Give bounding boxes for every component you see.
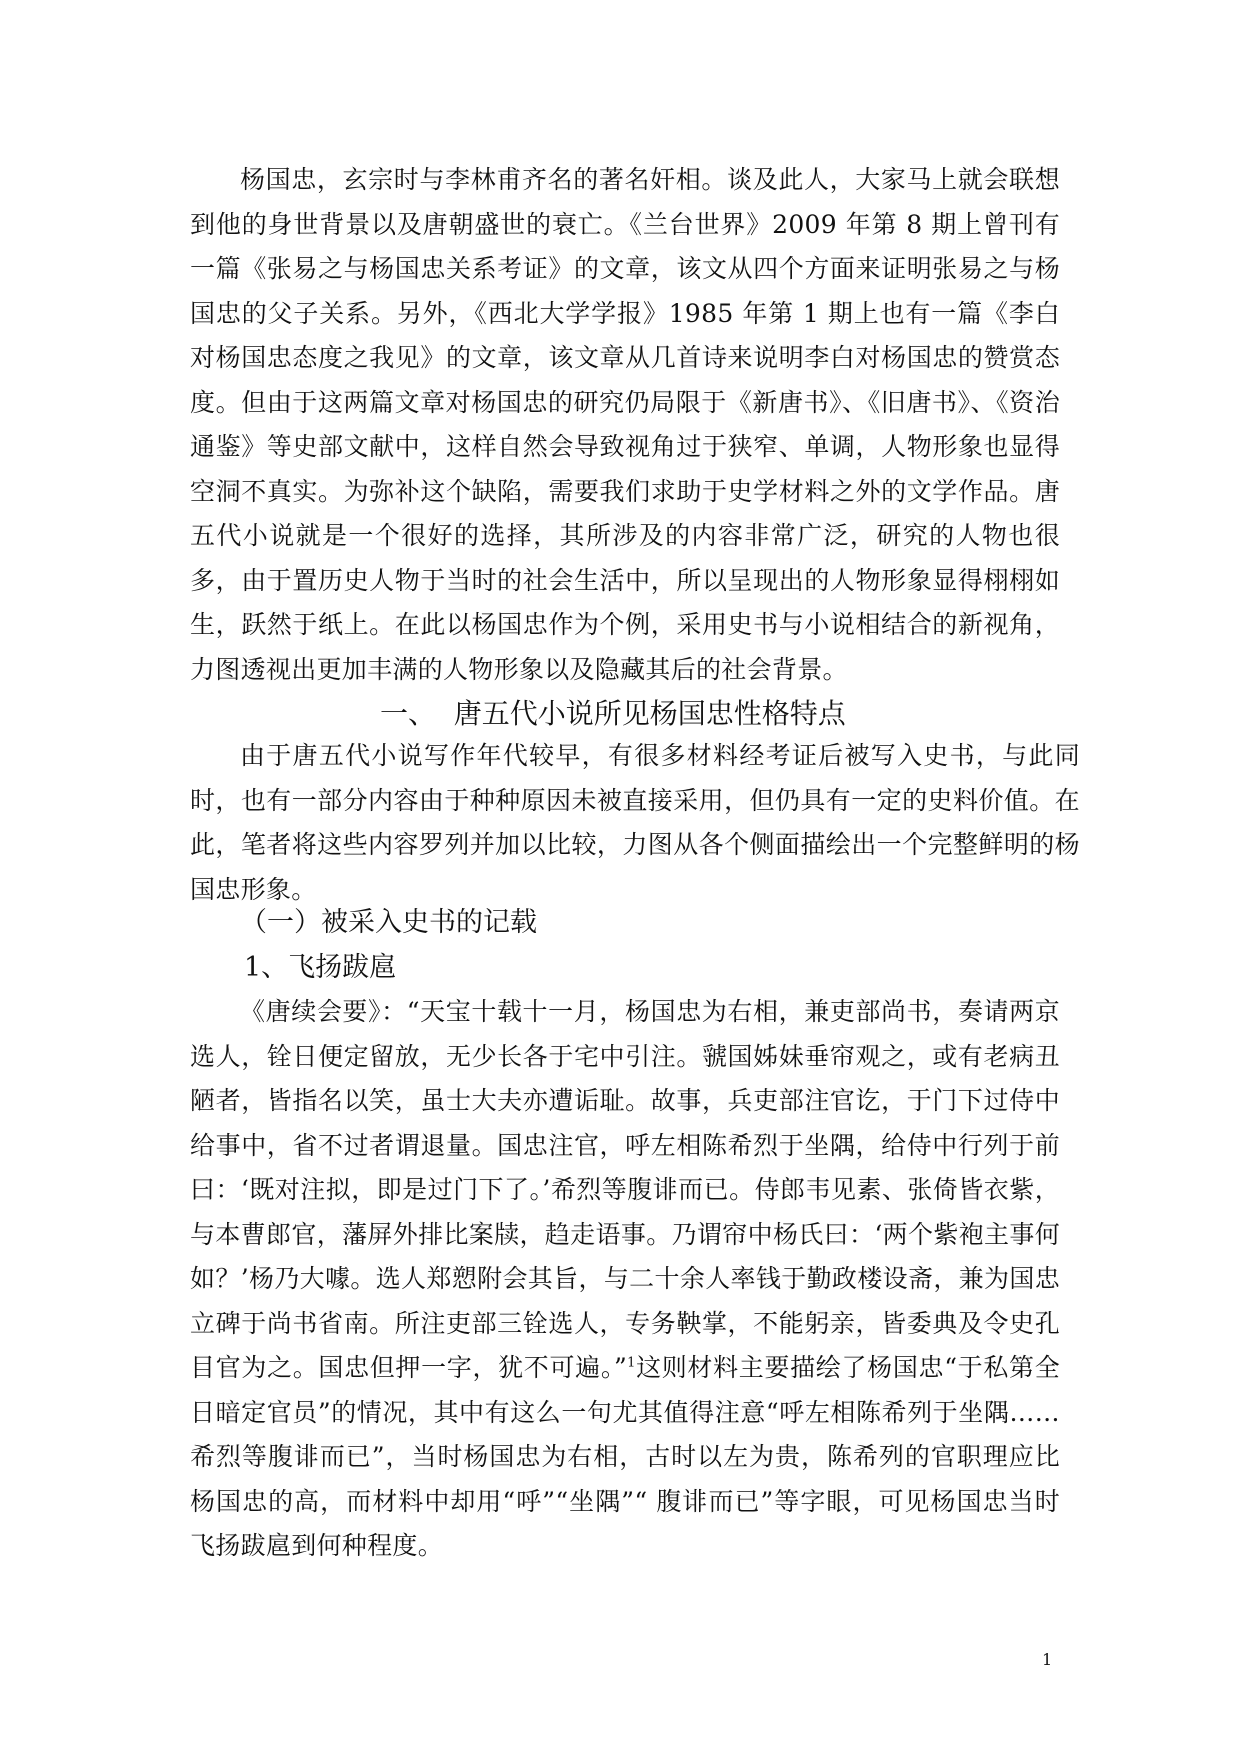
commentary-text: 这则材料主要描绘了杨国忠“于私第全日暗定官员”的情况，其中有这么一句尤其值得注意“呼左相陈希列于坐隅…… 希烈等腹诽而已”，当时杨国忠为右相，古时以左为贵，陈希列的官职理应比杨国忠的高，而材料中却用“呼”“坐隅”“ 腹诽而已”等字眼，可见杨国忠当时飞扬跋扈到何种程度。 [190, 1353, 1060, 1560]
page-number: 1 [1042, 1650, 1053, 1669]
subsubsection-heading: 1、飞扬跋扈 [244, 952, 397, 983]
footnote-reference[interactable]: 1 [627, 1355, 636, 1371]
section-intro-paragraph: 由于唐五代小说写作年代较早，有很多材料经考证后被写入史书，与此同时，也有一部分内容由于种种原因未被直接采用，但仍具有一定的史料价值。在此，笔者将这些内容罗列并加以比较，力图从各个侧面描绘出一个完整鲜明的杨国忠形象。 [190, 741, 1080, 904]
subsection-heading: （一）被采入史书的记载 [240, 907, 537, 938]
intro-paragraph: 杨国忠，玄宗时与李林甫齐名的著名奸相。谈及此人，大家马上就会联想到他的身世背景以及唐朝盛世的衰亡。《兰台世界》2009 年第 8 期上曾刊有一篇《张易之与杨国忠关系考证》的文章，该文从四个方面来证明张易之与杨国忠的父子关系。另外，《西北大学学报》1985 年第 1 期上也有一篇《李白对杨国忠态度之我见》的文章，该文章从几首诗来说明李白对杨国忠的赞赏态度。但由于这两篇文章对杨国忠的研究仍局限于《新唐书》、《旧唐书》、《资治通鉴》等史部文献中，这样自然会导致视角过于狭窄、单调，人物形象也显得空洞不真实。为弥补这个缺陷，需要我们求助于史学材料之外的文学作品。唐五代小说就是一个很好的选择，其所涉及的内容非常广泛，研究的人物也很多，由于置历史人物于当时的社会生活中，所以呈现出的人物形象显得栩栩如生，跃然于纸上。在此以杨国忠作为个例，采用史书与小说相结合的新视角，力图透视出更加丰满的人物形象以及隐藏其后的社会背景。 [190, 165, 1060, 684]
section-heading: 一、 唐五代小说所见杨国忠性格特点 [380, 697, 846, 730]
quote-paragraph [190, 990, 1060, 1569]
quote-text: 《唐续会要》：“天宝十载十一月，杨国忠为右相，兼吏部尚书，奏请两京选人，铨日便定留放，无少长各于宅中引注。虢国姊妹垂帘观之，或有老病丑陋者，皆指名以笑，虽士大夫亦遭诟耻。故事，兵吏部注官讫，于门下过侍中给事中，省不过者谓退量。国忠注官，呼左相陈希烈于坐隅，给侍中行列于前曰：‘既对注拟，即是过门下了。’希烈等腹诽而已。侍郎韦见素、张倚皆衣紫，与本曹郎官，藩屏外排比案牍，趋走语事。乃谓帘中杨氏曰：‘两个紫袍主事何如？’杨乃大噱。选人郑愬附会其旨，与二十余人率钱于勤政楼设斋，兼为国忠立碑于尚书省南。所注吏部三铨选人，专务鞅掌，不能躬亲，皆委典及令史孔目官为之。国忠但押一字，犹不可遍。” [190, 997, 1060, 1382]
